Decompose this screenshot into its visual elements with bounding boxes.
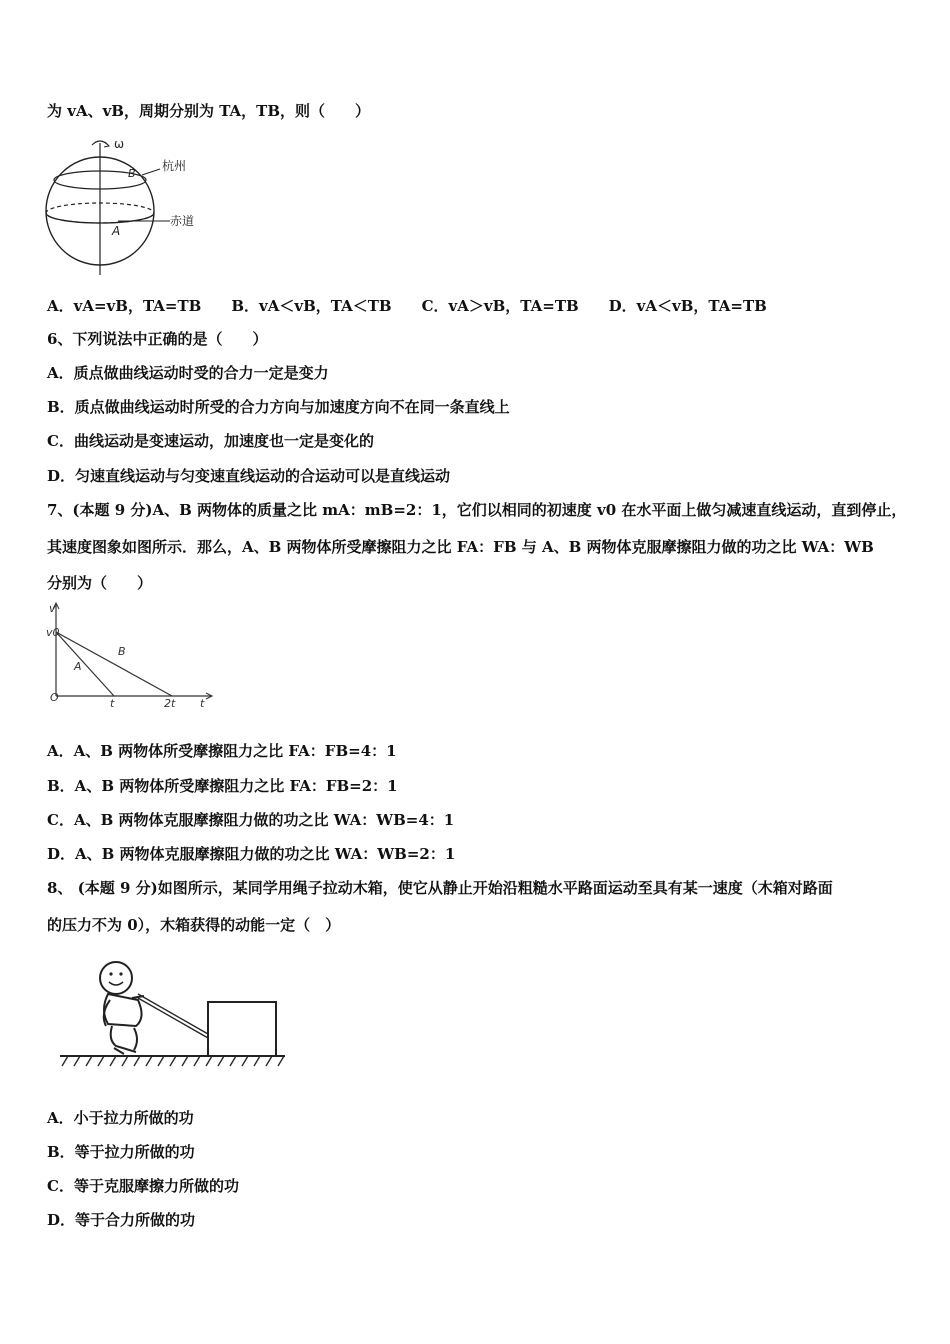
- tick-2t-label: 2t: [164, 697, 176, 710]
- q5-stem-tail: 为 vA、vB，周期分别为 TA，TB，则（ ）: [47, 102, 371, 120]
- q8-option-c: C．等于克服摩擦力所做的功: [47, 1177, 239, 1195]
- q6-option-c: C．曲线运动是变速运动，加速度也一定是变化的: [47, 432, 374, 450]
- line-a-label: A: [74, 660, 82, 673]
- point-a-label: A: [112, 224, 121, 238]
- q8-option-d: D．等于合力所做的功: [47, 1211, 196, 1229]
- q7-stem-line2: 其速度图象如图所示．那么，A、B 两物体所受摩擦阻力之比 FA：FB 与 A、B 两物体克服摩擦阻力做的功之比 WA：WB: [47, 538, 874, 556]
- line-a: [56, 632, 114, 696]
- line-b-label: B: [118, 645, 126, 658]
- q8-option-a: A．小于拉力所做的功: [47, 1109, 194, 1127]
- v0-label: v0: [46, 626, 60, 639]
- q8-option-b: B．等于拉力所做的功: [47, 1143, 195, 1161]
- q7-option-c: C．A、B 两物体克服摩擦阻力做的功之比 WA：WB=4：1: [47, 811, 455, 829]
- q6-option-a: A．质点做曲线运动时受的合力一定是变力: [47, 364, 329, 382]
- q7-option-b: B．A、B 两物体所受摩擦阻力之比 FA：FB=2：1: [47, 777, 398, 795]
- q5-options: A．vA=vB，TA=TB B．vA＜vB，TA＜TB C．vA＞vB，TA=TB D．vA＜vB，TA=TB: [47, 297, 767, 315]
- hangzhou-label: 杭州: [162, 159, 187, 173]
- origin-label: O: [50, 691, 59, 704]
- box-shape: [208, 1002, 276, 1056]
- person-pulling-box-figure: [50, 952, 290, 1082]
- q8-stem-line1: 8、 (本题 9 分)如图所示，某同学用绳子拉动木箱，使它从静止开始沿粗糙水平路面运动至具有某一速度（木箱对路面: [47, 879, 833, 897]
- omega-label: ω: [114, 137, 125, 151]
- velocity-time-graph: [44, 600, 224, 715]
- q7-stem-line3: 分别为（ ）: [47, 574, 153, 592]
- q6-stem: 6、下列说法中正确的是（ ）: [47, 330, 268, 348]
- q6-option-d: D．匀速直线运动与匀变速直线运动的合运动可以是直线运动: [47, 467, 451, 485]
- v-axis-label: v: [49, 602, 56, 615]
- q7-option-d: D．A、B 两物体克服摩擦阻力做的功之比 WA：WB=2：1: [47, 845, 456, 863]
- q8-stem-line2: 的压力不为 0），木箱获得的动能一定（ ）: [47, 916, 341, 934]
- point-b-label: B: [128, 167, 136, 180]
- t-axis-label: t: [200, 697, 205, 710]
- q6-option-b: B．质点做曲线运动时所受的合力方向与加速度方向不在同一条直线上: [47, 398, 510, 416]
- earth-rotation-figure: [44, 133, 204, 278]
- q7-stem-line1: 7、(本题 9 分)A、B 两物体的质量之比 mA：mB=2：1，它们以相同的初速度 v0 在水平面上做匀减速直线运动，直到停止，: [47, 501, 907, 519]
- tick-t-label: t: [110, 697, 115, 710]
- equator-label: 赤道: [170, 214, 195, 228]
- q7-option-a: A．A、B 两物体所受摩擦阻力之比 FA：FB=4：1: [47, 742, 397, 760]
